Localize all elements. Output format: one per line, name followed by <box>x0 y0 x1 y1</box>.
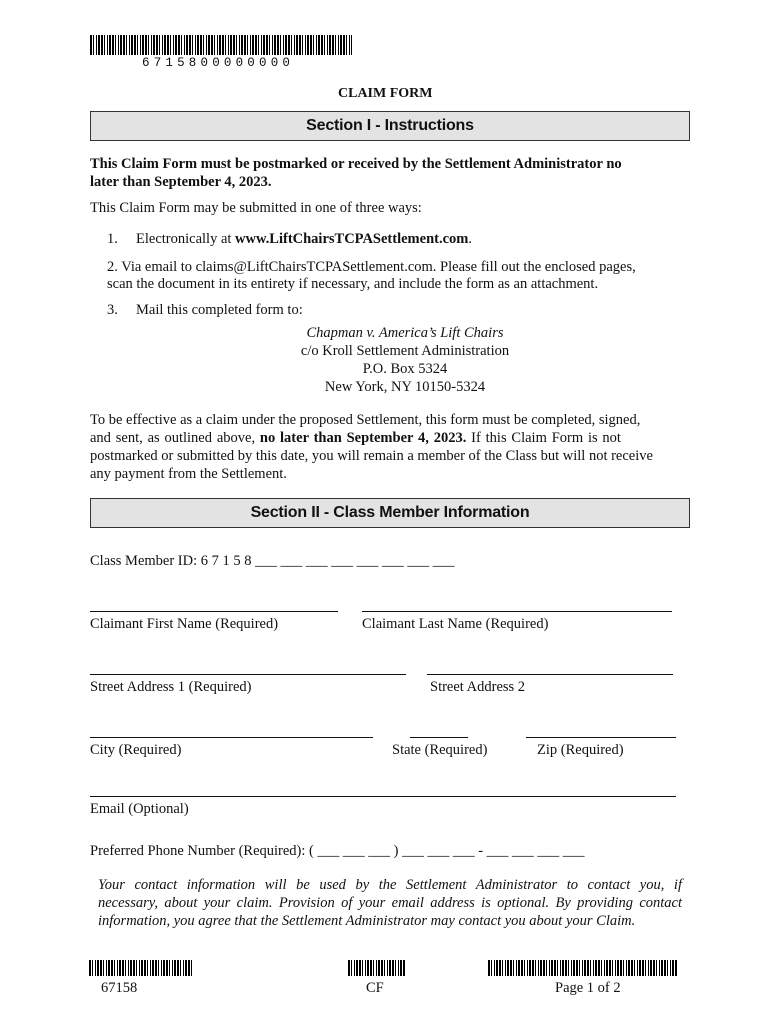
footer-center-code: CF <box>366 980 384 996</box>
footer-left-code: 67158 <box>101 980 138 996</box>
deadline-line-1: This Claim Form must be postmarked or received by the Settlement Administrator no <box>90 156 622 172</box>
mailing-address <box>255 324 555 396</box>
way-3-text: Mail this completed form to: <box>136 302 303 318</box>
footer-barcode-center <box>348 960 406 976</box>
street-address-2-input-line[interactable] <box>427 674 673 675</box>
way-1 <box>136 230 472 248</box>
way-2-line-1: 2. Via email to claims@LiftChairsTCPASettlement.com. Please fill out the enclosed pages, <box>107 259 636 275</box>
page-number: Page 1 of 2 <box>555 980 621 996</box>
last-name-input-line[interactable] <box>362 611 672 612</box>
deadline-line-2: later than September 4, 2023. <box>90 174 272 190</box>
notice-line-3: information, you agree that the Settlement Administrator may contact you about your Claim. <box>98 913 636 929</box>
way-3-number: 3. <box>107 302 118 318</box>
state-label: State (Required) <box>392 742 488 758</box>
contact-notice <box>98 876 682 930</box>
last-name-label: Claimant Last Name (Required) <box>362 616 549 632</box>
effective-line-2-a: and sent, as outlined above, <box>90 430 260 446</box>
zip-label: Zip (Required) <box>537 742 624 758</box>
address-line-2: P.O. Box 5324 <box>362 361 448 377</box>
street-address-1-input-line[interactable] <box>90 674 406 675</box>
city-input-line[interactable] <box>90 737 373 738</box>
effective-line-3: postmarked or submitted by this date, you will remain a member of the Class but will not receive <box>90 448 653 464</box>
footer-barcode-right <box>488 960 678 976</box>
zip-input-line[interactable] <box>526 737 676 738</box>
state-input-line[interactable] <box>410 737 468 738</box>
first-name-input-line[interactable] <box>90 611 338 612</box>
way-2-line-2: scan the document in its entirety if necessary, and include the form as an attachment. <box>107 276 599 292</box>
section-2-heading: Section II - Class Member Information <box>90 498 690 528</box>
notice-line-2: necessary, about your claim. Provision of your email address is optional. By providing contact <box>98 895 682 911</box>
case-name: Chapman v. America’s Lift Chairs <box>306 325 504 341</box>
first-name-label: Claimant First Name (Required) <box>90 616 279 632</box>
way-1-period: . <box>468 231 472 247</box>
email-input-line[interactable] <box>90 796 676 797</box>
form-title: CLAIM FORM <box>338 86 433 101</box>
street-address-1-label: Street Address 1 (Required) <box>90 679 252 695</box>
footer-barcode-left <box>89 960 193 976</box>
address-line-3: New York, NY 10150-5324 <box>324 379 486 395</box>
top-barcode <box>90 35 352 55</box>
barcode-number: 6715800000000 <box>142 56 295 70</box>
settlement-website-link[interactable]: www.LiftChairsTCPASettlement.com <box>235 231 469 247</box>
email-label: Email (Optional) <box>90 801 189 817</box>
effective-line-4: any payment from the Settlement. <box>90 466 287 482</box>
ways-intro: This Claim Form may be submitted in one of three ways: <box>90 200 422 216</box>
notice-line-1: Your contact information will be used by the Settlement Administrator to contact you, if <box>98 877 682 893</box>
effective-deadline: no later than September 4, 2023. <box>259 430 467 446</box>
effective-line-2-c: If this Claim Form is not <box>466 430 621 446</box>
street-address-2-label: Street Address 2 <box>430 679 526 695</box>
phone-number-field[interactable]: Preferred Phone Number (Required): ( ___ ___ ___ ) ___ ___ ___ - ___ ___ ___ ___ <box>90 843 585 859</box>
section-1-heading: Section I - Instructions <box>90 111 690 141</box>
effective-line-2 <box>90 429 680 447</box>
way-1-text: Electronically at <box>136 231 236 247</box>
address-line-1: c/o Kroll Settlement Administration <box>300 343 510 359</box>
effective-line-1: To be effective as a claim under the proposed Settlement, this form must be completed, signed, <box>90 412 641 428</box>
class-member-id-field[interactable]: Class Member ID: 6 7 1 5 8 ___ ___ ___ ___ ___ ___ ___ ___ <box>90 553 455 569</box>
way-1-number: 1. <box>107 231 118 247</box>
city-label: City (Required) <box>90 742 182 758</box>
